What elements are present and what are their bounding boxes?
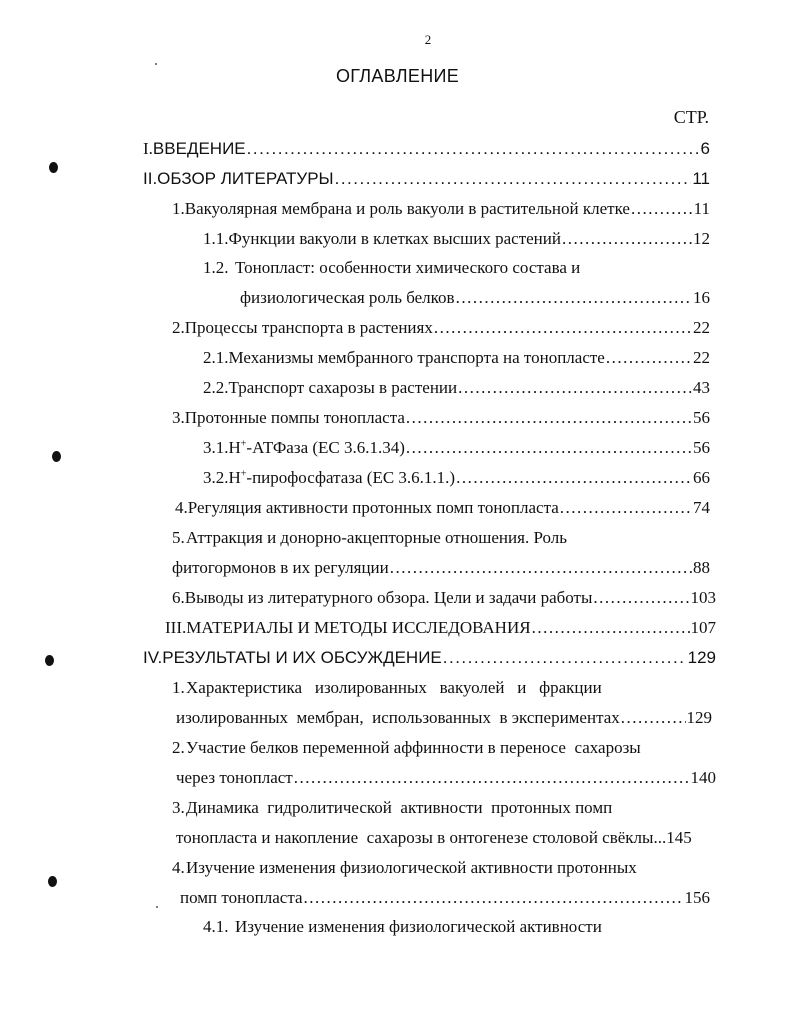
toc-page: 22 [693, 318, 710, 337]
toc-number: 2. [172, 318, 185, 337]
toc-leader [294, 766, 690, 790]
toc-entry-hydrolytic-dynamics[interactable] [172, 796, 710, 820]
toc-text: Функции вакуоли в клетках высших растений [228, 229, 561, 248]
toc-entry-variable-affinity[interactable] [172, 736, 710, 760]
toc-text: РЕЗУЛЬТАТЫ И ИХ ОБСУЖДЕНИЕ [162, 648, 442, 667]
toc-text: Регуляция активности протонных помп тонопласта [187, 498, 559, 517]
toc-page: 74 [693, 498, 710, 517]
toc-text: ОБЗОР ЛИТЕРАТУРЫ [157, 169, 334, 188]
toc-text: Протонные помпы тонопласта [184, 408, 405, 427]
toc-leader [532, 616, 690, 640]
toc-entry-results-discussion[interactable] [143, 646, 716, 670]
toc-text: Изучение изменения физиологической активности [235, 917, 602, 936]
toc-entry-hydrolytic-dynamics-cont[interactable] [176, 826, 716, 850]
toc-number: 1. [172, 199, 185, 218]
toc-entry-tonoplast-cont[interactable] [240, 286, 710, 310]
page-title: ОГЛАВЛЕНИЕ [335, 66, 460, 86]
toc-leader [247, 137, 700, 161]
toc-entry-review-conclusions[interactable] [172, 586, 716, 610]
toc-text: ВВЕДЕНИЕ [152, 139, 246, 158]
toc-number: 3. [172, 798, 185, 817]
scan-speck [156, 906, 158, 908]
toc-entry-vacuole-functions[interactable] [203, 227, 710, 251]
toc-page: 66 [693, 468, 710, 487]
toc-entry-vacuolar-membrane[interactable] [172, 197, 710, 221]
toc-text: H+-АТФаза (ЕС 3.6.1.34) [228, 438, 405, 457]
toc-text: Динамика гидролитической активности протонных помп [186, 798, 613, 817]
toc-text: фитогормонов в их регуляции [172, 558, 389, 577]
hole-punch-mark [45, 655, 54, 666]
toc-text: помп тонопласта [180, 888, 303, 907]
toc-entry-variable-affinity-cont[interactable] [176, 766, 716, 790]
toc-text: Аттракция и донорно-акцепторные отношения. Роль [186, 528, 567, 547]
toc-number: 6. [172, 588, 185, 607]
toc-leader [304, 886, 684, 910]
toc-entry-membrane-transport[interactable] [203, 346, 710, 370]
toc-leader [458, 376, 692, 400]
toc-entry-attraction[interactable] [172, 526, 710, 550]
scan-speck [155, 63, 157, 65]
toc-number: I. [143, 139, 153, 158]
toc-leader [631, 197, 693, 221]
toc-entry-vacuole-characterization-cont[interactable] [176, 706, 712, 730]
toc-page: 56 [693, 408, 710, 427]
toc-leader [335, 167, 692, 191]
toc-page: 129 [686, 708, 712, 727]
toc-page: 88 [693, 558, 710, 577]
toc-number: 2. [172, 738, 185, 757]
toc-page: 6 [700, 139, 710, 158]
toc-entry-transport-processes[interactable] [172, 316, 710, 340]
toc-leader [593, 586, 689, 610]
toc-text: Транспорт сахарозы в растении [228, 378, 458, 397]
toc-number: 2.2. [203, 378, 229, 397]
toc-entry-tonoplast[interactable] [203, 256, 710, 280]
toc-page: 12 [693, 229, 710, 248]
toc-entry-introduction[interactable] [143, 137, 710, 161]
toc-entry-literature-review[interactable] [143, 167, 710, 191]
toc-page: 11 [693, 199, 710, 218]
toc-page: 107 [690, 618, 716, 637]
toc-page: 22 [693, 348, 710, 367]
toc-entry-physiological-activity-cont[interactable] [180, 886, 710, 910]
toc-leader [560, 496, 692, 520]
toc-entry-pump-regulation[interactable] [175, 496, 710, 520]
toc-text: Процессы транспорта в растениях [184, 318, 433, 337]
toc-number: 3.2. [203, 468, 229, 487]
toc-text: Выводы из литературного обзора. Цели и задачи работы [184, 588, 593, 607]
toc-number: 4. [175, 498, 188, 517]
toc-text: через тонопласт [176, 768, 293, 787]
toc-leader [406, 406, 692, 430]
toc-entry-attraction-cont[interactable] [172, 556, 710, 580]
toc-leader [406, 436, 692, 460]
toc-entry-vacuole-characterization[interactable] [172, 676, 710, 700]
toc-page: 16 [693, 288, 710, 307]
toc-leader: ... [653, 828, 667, 847]
toc-page: 56 [693, 438, 710, 457]
toc-leader [562, 227, 692, 251]
toc-leader [606, 346, 692, 370]
toc-page: 145 [666, 828, 692, 847]
toc-number: II. [143, 169, 158, 188]
toc-number: 3.1. [203, 438, 229, 457]
toc-number: 1. [172, 678, 185, 697]
toc-text: Вакуолярная мембрана и роль вакуоли в растительной клетке [184, 199, 630, 218]
toc-leader [434, 316, 692, 340]
toc-entry-sucrose-transport[interactable] [203, 376, 710, 400]
toc-text: физиологическая роль белков [240, 288, 455, 307]
toc-entry-h-pyrophosphatase[interactable] [203, 466, 710, 490]
toc-entry-h-atpase[interactable] [203, 436, 710, 460]
toc-page: 140 [690, 768, 716, 787]
toc-number: 4. [172, 858, 185, 877]
toc-number: IV. [143, 648, 163, 667]
toc-leader [456, 286, 692, 310]
page-column-label: СТР. [673, 107, 709, 127]
toc-leader [456, 466, 692, 490]
toc-page: 103 [690, 588, 716, 607]
toc-leader [390, 556, 692, 580]
toc-text: H+-пирофосфатаза (ЕС 3.6.1.1.) [228, 468, 456, 487]
toc-text: Изучение изменения физиологической активности протонных [186, 858, 637, 877]
toc-entry-materials-methods[interactable] [165, 616, 716, 640]
toc-entry-physiological-activity[interactable] [172, 856, 710, 880]
toc-page: 156 [684, 888, 710, 907]
toc-leader [621, 706, 686, 730]
toc-entry-physiological-activity-sub[interactable] [203, 915, 710, 939]
toc-text: тонопласта и накопление сахарозы в онтогенезе столовой свёклы [176, 828, 654, 847]
toc-text: изолированных мембран, использованных в экспериментах [176, 708, 620, 727]
hole-punch-mark [49, 162, 58, 173]
toc-page: 129 [687, 648, 716, 667]
toc-number: 2.1. [203, 348, 229, 367]
toc-number: 1.1. [203, 229, 229, 248]
toc-number: 4.1. [203, 917, 229, 936]
hole-punch-mark [48, 876, 57, 887]
toc-page: 43 [693, 378, 710, 397]
toc-text: Характеристика изолированных вакуолей и фракции [186, 678, 602, 697]
toc-number: III. [165, 618, 187, 637]
toc-text: Механизмы мембранного транспорта на тонопласте [228, 348, 605, 367]
toc-leader [443, 646, 687, 670]
toc-text: Участие белков переменной аффинности в переносе сахарозы [186, 738, 641, 757]
hole-punch-mark [52, 451, 61, 462]
toc-text: МАТЕРИАЛЫ И МЕТОДЫ ИССЛЕДОВАНИЯ [186, 618, 531, 637]
toc-entry-proton-pumps[interactable] [172, 406, 710, 430]
toc-number: 3. [172, 408, 185, 427]
toc-text: Тонопласт: особенности химического состава и [235, 258, 581, 277]
toc-number: 1.2. [203, 258, 229, 277]
page-number: 2 [424, 32, 432, 47]
toc-number: 5. [172, 528, 185, 547]
toc-page: 11 [692, 169, 710, 188]
